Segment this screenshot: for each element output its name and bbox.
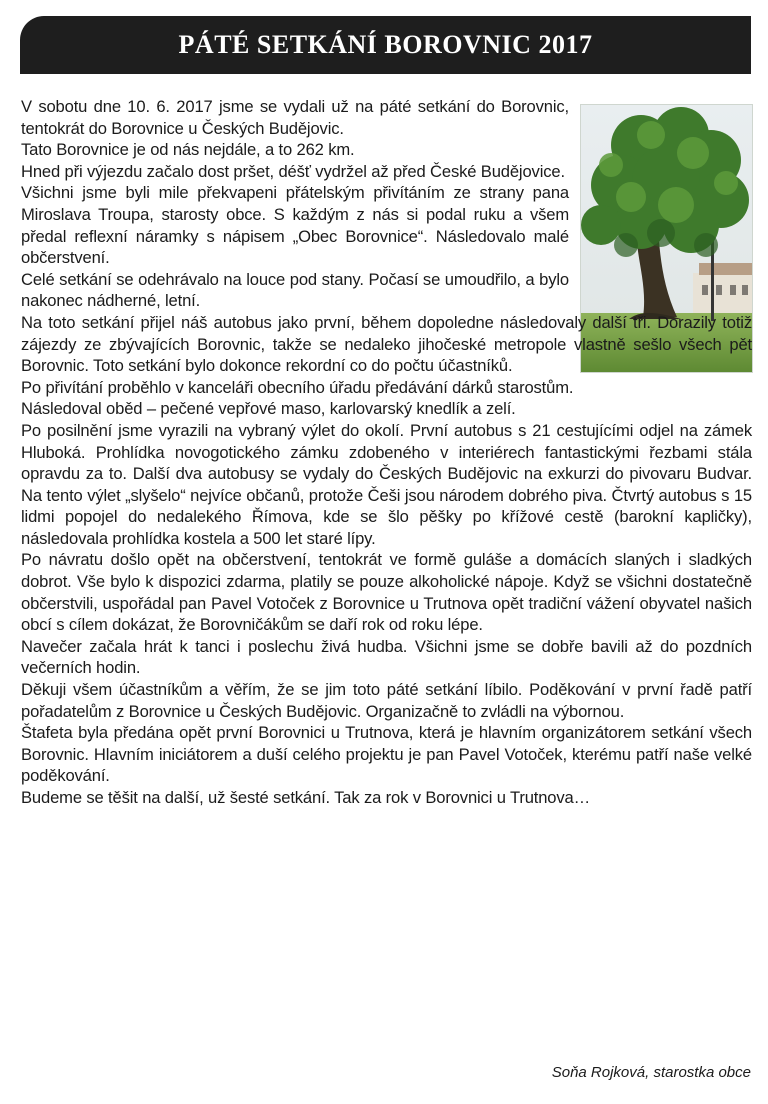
paragraph: V sobotu dne 10. 6. 2017 jsme se vydali už na páté setkání do Borovnic, tentokrát do Borovnice u Českých Budějovic. [21,97,569,138]
paragraph: Po přivítání proběhlo v kanceláři obecního úřadu předávání dárků starostům. [21,377,574,397]
article-body [21,96,752,809]
paragraph: Na toto setkání přijel náš autobus jako první, během dopoledne následovaly další tři. Dorazily totiž zájezdy ze zbývajících Borovnic, takže se nedaleko jihočeské metropole vlastně sešlo všech pět Borovnic. Toto setkání bylo dokonce rekordní co do počtu účastníků. [21,312,752,376]
paragraph: Navečer začala hrát k tanci i poslechu živá hudba. Všichni jsme se dobře bavili až do pozdních večerních hodin. [21,636,752,678]
signature: Soňa Rojková, starostka obce [551,1064,751,1081]
article-title: PÁTÉ SETKÁNÍ BOROVNIC 2017 [178,30,593,59]
paragraph: Tato Borovnice je od nás nejdále, a to 262 km. [21,140,355,160]
paragraph: Děkuji všem účastníkům a věřím, že se jim toto páté setkání líbilo. Poděkování v první řadě patří pořadatelům z Borovnice u Českých Budějovic. Organizačně to zvládli na výbornou. [21,680,752,721]
paragraph: Hned při výjezdu začalo dost pršet, déšť vydržel až před České Budějovice. [21,161,565,181]
paragraph: Následoval oběd – pečené vepřové maso, karlovarský knedlík a zelí. [21,399,516,419]
paragraph: Budeme se těšit na další, už šesté setkání. Tak za rok v Borovnici u Trutnova… [21,788,591,807]
paragraph: Po návratu došlo opět na občerstvení, tentokrát ve formě guláše a domácích slaných i sladkých dobrot. Vše bylo k dispozici zdarma, platily se pouze alkoholické nápoje. Když se všichni dostatečně občerstvili, uspořádal pan Pavel Votoček z Borovnice u Trutnova opět tradiční vážení obyvatel našich obcí s cílem dokázat, že Borovničákům se daří rok od roku lépe. [21,550,752,635]
paragraph: Všichni jsme byli mile překvapeni přátelským přivítáním ze strany pana Miroslava Troupa, starosty obce. S každým z nás si podal ruku a všem předal reflexní náramky s nápisem „Obec Borovnice“. Následovalo malé občerstvení. [21,183,569,268]
paragraph: Po posilnění jsme vyrazili na vybraný výlet do okolí. První autobus s 21 cestujícími odjel na zámek Hluboká. Prohlídka novogotického zámku zdobeného v interiérech fantastickými řezbami stála opravdu za to. Další dva autobusy se vydaly do Českých Budějovic na exkurzi do pivovaru Budvar. Na tento výlet „slyšelo“ nejvíce občanů, protože Češi jsou národem dobrého piva. Čtvrtý autobus s 15 lidmi popojel do nedalekého Římova, kde se šlo pěšky po křížové cestě (barokní kapličky), následovala prohlídka kostela a 500 let staré lípy. [21,420,752,548]
title-bar [20,16,751,74]
paragraph: Celé setkání se odehrávalo na louce pod stany. Počasí se umoudřilo, a bylo nakonec nádherné, letní. [21,269,569,311]
paragraph: Štafeta byla předána opět první Borovnici u Trutnova, která je hlavním organizátorem setkání všech Borovnic. Hlavním iniciátorem a duší celého projektu je pan Pavel Votoček, kterému patří naše velké poděkování. [21,723,752,786]
